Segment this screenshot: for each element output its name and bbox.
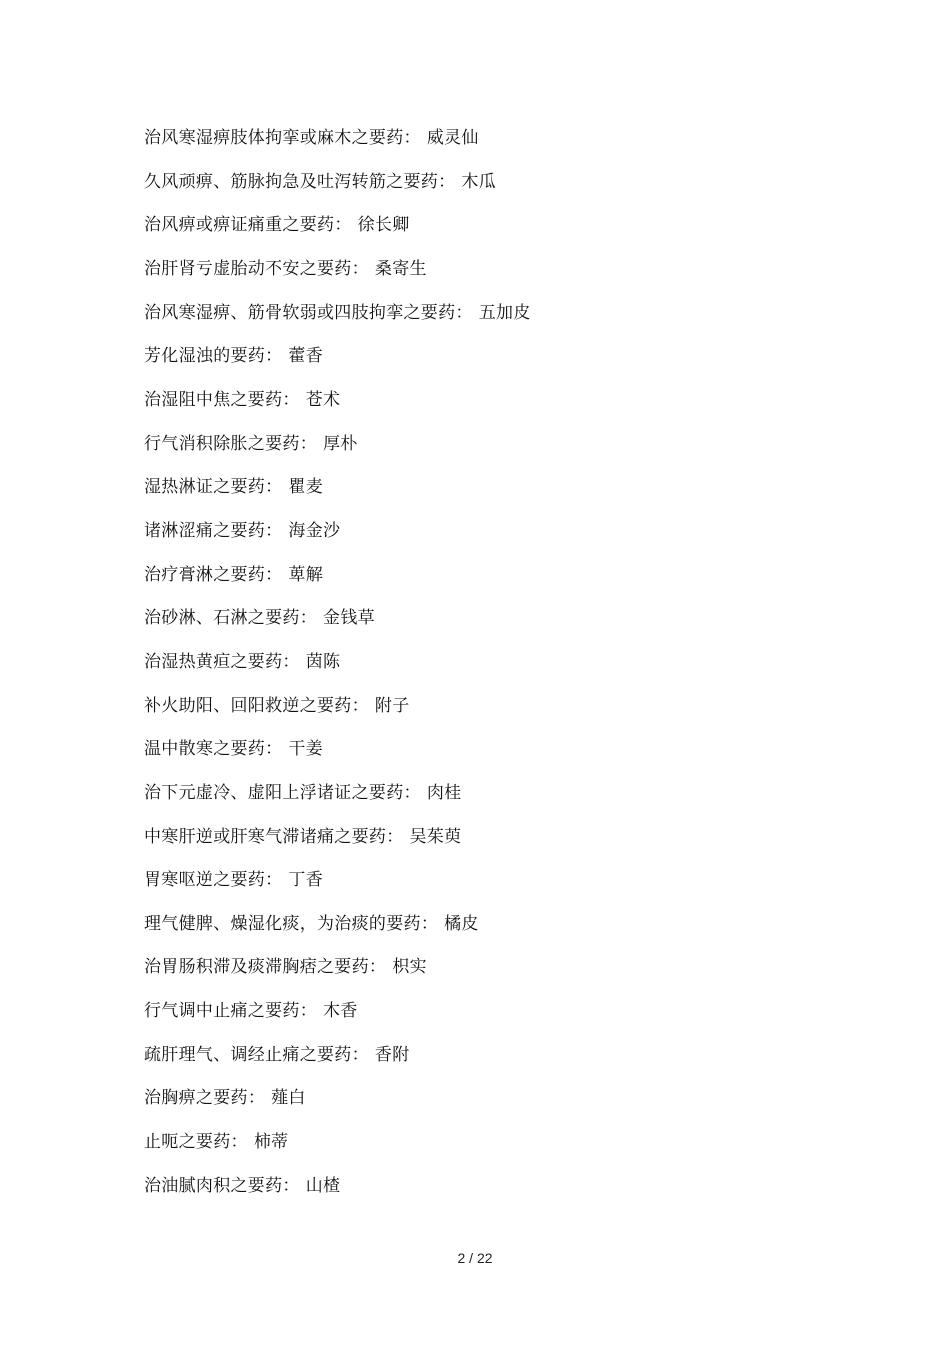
herb-entry-list	[144, 125, 531, 1216]
herb-entry-separator: ：	[265, 477, 283, 498]
herb-entry	[144, 1173, 531, 1217]
herb-entry-herb-name: 五加皮	[478, 302, 531, 323]
herb-entry	[144, 605, 531, 649]
herb-entry-separator: ：	[282, 1175, 300, 1196]
herb-entry	[144, 125, 531, 169]
herb-entry	[144, 431, 531, 475]
herb-entry-description: 治下元虚冷、虚阳上浮诸证之要药	[144, 782, 404, 803]
herb-entry-separator: ：	[351, 1044, 369, 1065]
herb-entry-description: 久风顽痹、筋脉拘急及吐泻转筋之要药	[144, 171, 439, 192]
herb-entry-herb-name: 柿蒂	[253, 1132, 289, 1153]
herb-entry-herb-name: 木香	[323, 1001, 358, 1022]
herb-entry-herb-name: 桑寄生	[374, 258, 427, 279]
herb-entry	[144, 343, 531, 387]
herb-entry-separator: ：	[420, 913, 439, 934]
herb-entry-separator: ：	[265, 564, 283, 585]
herb-entry	[144, 169, 531, 213]
herb-entry-herb-name: 干姜	[288, 739, 324, 760]
herb-entry-description: 理气健脾、燥湿化痰，为治痰的要药	[144, 913, 421, 934]
herb-entry-description: 行气消积除胀之要药	[144, 433, 300, 454]
herb-entry-separator: ：	[282, 651, 300, 672]
herb-entry	[144, 518, 531, 562]
herb-entry-description: 温中散寒之要药	[144, 739, 266, 760]
herb-entry	[144, 1129, 531, 1173]
herb-entry-description: 疏肝理气、调经止痛之要药	[144, 1044, 352, 1065]
herb-entry	[144, 562, 531, 606]
page-number: 2 / 22	[457, 1250, 493, 1266]
herb-entry-separator: ：	[386, 826, 404, 847]
herb-entry-herb-name: 香附	[374, 1044, 410, 1065]
herb-entry	[144, 1042, 531, 1086]
herb-entry-description: 治风痹或痹证痛重之要药	[144, 215, 335, 236]
herb-entry-description: 芳化湿浊的要药	[144, 346, 266, 367]
herb-entry-herb-name: 金钱草	[323, 608, 375, 629]
herb-entry-separator: ：	[247, 1088, 266, 1109]
herb-entry	[144, 256, 531, 300]
herb-entry-separator: ：	[265, 520, 283, 541]
herb-entry-description: 治疗膏淋之要药	[144, 564, 266, 585]
herb-entry-herb-name: 木瓜	[461, 171, 497, 192]
herb-entry	[144, 693, 531, 737]
herb-entry-description: 中寒肝逆或肝寒气滞诸痛之要药	[144, 826, 387, 847]
herb-entry-description: 诸淋涩痛之要药	[144, 520, 266, 541]
herb-entry-description: 止呃之要药	[144, 1132, 231, 1153]
herb-entry-herb-name: 丁香	[288, 870, 324, 891]
herb-entry-separator: ：	[403, 782, 421, 803]
herb-entry-herb-name: 萆解	[288, 564, 324, 585]
herb-entry-separator: ：	[299, 433, 318, 454]
herb-entry-separator: ：	[299, 608, 318, 629]
herb-entry-description: 治风寒湿痹肢体拘挛或麻木之要药	[144, 128, 404, 148]
herb-entry-herb-name: 橘皮	[444, 913, 479, 934]
herb-entry	[144, 1085, 531, 1129]
herb-entry-separator: ：	[265, 870, 283, 891]
herb-entry	[144, 998, 531, 1042]
herb-entry-herb-name: 肉桂	[426, 782, 462, 803]
herb-entry-separator: ：	[351, 258, 369, 279]
herb-entry-separator: ：	[334, 215, 352, 236]
herb-entry-herb-name: 附子	[374, 695, 410, 716]
herb-entry-herb-name: 厚朴	[323, 433, 358, 454]
herb-entry-herb-name: 瞿麦	[288, 477, 324, 498]
herb-entry-description: 治湿热黄疸之要药	[144, 651, 283, 672]
herb-entry-separator: ：	[299, 1001, 318, 1022]
herb-entry-herb-name: 茵陈	[305, 651, 341, 672]
herb-entry-separator: ：	[403, 128, 421, 148]
herb-entry-herb-name: 薤白	[271, 1088, 306, 1109]
herb-entry-herb-name: 山楂	[305, 1175, 341, 1196]
herb-entry-description: 湿热淋证之要药	[144, 477, 266, 498]
herb-entry-herb-name: 威灵仙	[426, 128, 479, 148]
herb-entry-description: 行气调中止痛之要药	[144, 1001, 300, 1022]
herb-entry-description: 治湿阻中焦之要药	[144, 389, 283, 410]
herb-entry-separator: ：	[438, 171, 456, 192]
herb-entry-separator: ：	[282, 389, 300, 410]
herb-entry	[144, 736, 531, 780]
herb-entry-herb-name: 枳实	[392, 957, 427, 978]
herb-entry	[144, 780, 531, 824]
herb-entry	[144, 911, 531, 955]
herb-entry-separator: ：	[455, 302, 473, 323]
herb-entry-separator: ：	[368, 957, 387, 978]
herb-entry-separator: ：	[265, 346, 283, 367]
herb-entry	[144, 212, 531, 256]
herb-entry	[144, 867, 531, 911]
herb-entry	[144, 824, 531, 868]
herb-entry-description: 胃寒呕逆之要药	[144, 870, 266, 891]
herb-entry-herb-name: 海金沙	[288, 520, 341, 541]
herb-entry-description: 补火助阳、回阳救逆之要药	[144, 695, 352, 716]
herb-entry	[144, 387, 531, 431]
herb-entry-herb-name: 苍术	[305, 389, 341, 410]
herb-entry-description: 治风寒湿痹、筋骨软弱或四肢拘挛之要药	[144, 302, 456, 323]
herb-entry	[144, 649, 531, 693]
herb-entry-herb-name: 徐长卿	[357, 215, 410, 236]
herb-entry-description: 治油腻肉积之要药	[144, 1175, 283, 1196]
herb-entry-description: 治砂淋、石淋之要药	[144, 608, 300, 629]
herb-entry	[144, 954, 531, 998]
herb-entry-herb-name: 吴茱萸	[409, 826, 462, 847]
herb-entry	[144, 300, 531, 344]
herb-entry-separator: ：	[265, 739, 283, 760]
herb-entry-description: 治胸痹之要药	[144, 1088, 248, 1109]
herb-entry-description: 治胃肠积滞及痰滞胸痞之要药	[144, 957, 369, 978]
herb-entry-description: 治肝肾亏虚胎动不安之要药	[144, 258, 352, 279]
herb-entry-separator: ：	[230, 1132, 248, 1153]
herb-entry-herb-name: 藿香	[288, 346, 324, 367]
herb-entry	[144, 474, 531, 518]
herb-entry-separator: ：	[351, 695, 369, 716]
